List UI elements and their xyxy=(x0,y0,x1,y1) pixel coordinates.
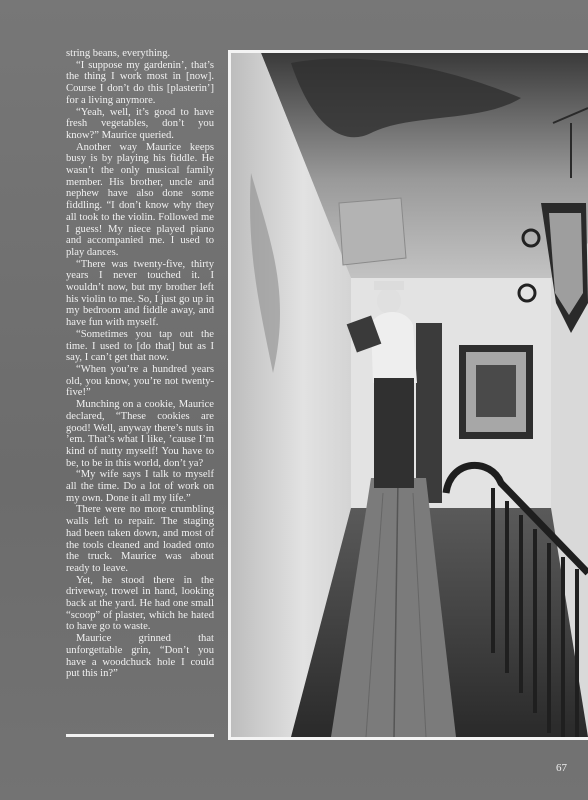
page-number: 67 xyxy=(556,762,567,774)
paragraph-11: Yet, he stood there in the driveway, trowel in hand, looking back at the yard. He had one small “scoop” of plaster, which he hated to have go to waste. xyxy=(66,574,214,633)
paragraph-9: “My wife says I talk to myself all the time. Do a lot of work on my own. Done it all my life.” xyxy=(66,469,214,504)
hallway-photo-illustration xyxy=(231,53,588,737)
paragraph-4: Another way Maurice keeps busy is by playing his fiddle. He wasn’t the only musical family member. His brother, uncle and nephew have also done some fiddling. “I don’t know why they all took to the violin. Followed me I guess! My niece played piano and accompanied me. I used to play dances. xyxy=(66,141,214,258)
end-rule xyxy=(66,734,214,737)
paragraph-7: “When you’re a hundred years old, you know, you’re not twenty-five!” xyxy=(66,363,214,399)
paragraph-2: “I suppose my gardenin’, that’s the thing I work most in [now]. Course I don’t do this [plasterin’] for a living anymore. xyxy=(66,59,214,106)
paragraph-5: “There was twenty-five, thirty years I never touched it. I wouldn’t now, but my brother left his violin to me. So, I just go up in my bedroom and fiddle away, and have fun with myself. xyxy=(66,258,214,329)
hallway-photo xyxy=(228,50,588,740)
paragraph-12: Maurice grinned that unforgettable grin, “Don’t you have a woodchuck hole I could put this in?” xyxy=(66,633,214,680)
paragraph-3: “Yeah, well, it’s good to have fresh vegetables, don’t you know?” Maurice queried. xyxy=(66,106,214,141)
article-column xyxy=(66,48,214,680)
paragraph-1: string beans, everything. xyxy=(66,48,171,59)
paragraph-8: Munching on a cookie, Maurice declared, “These cookies are good! Well, anyway there’s nuts in ’em. That’s what I like, ’cause I’m kind of nutty myself! You have to be, to be in this world, don’t ya? xyxy=(66,399,214,469)
paragraph-6: “Sometimes you tap out the time. I used to [do that] but as I say, I can’t get that now. xyxy=(66,328,214,364)
paragraph-10: There were no more crumbling walls left to repair. The staging had been taken down, and most of the tools cleaned and loaded onto the truck. Maurice was about ready to leave. xyxy=(66,504,214,574)
